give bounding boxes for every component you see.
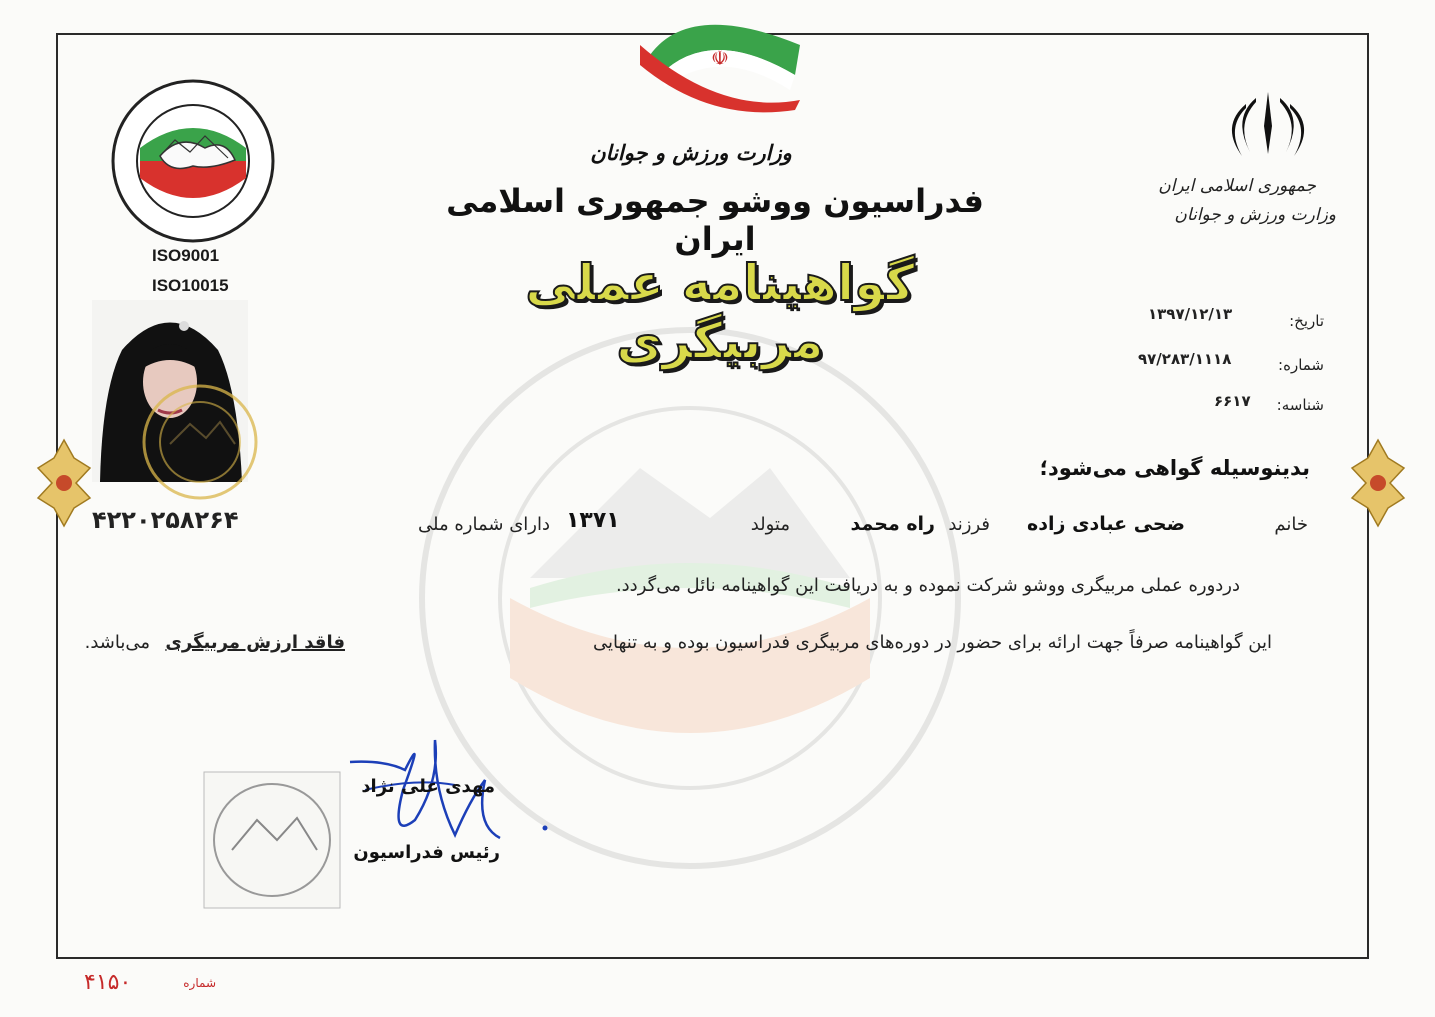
holder-name: ضحی عبادی زاده (1027, 513, 1185, 535)
id-label: شناسه: (1276, 396, 1324, 414)
photo-stamp (140, 382, 260, 502)
title-word: خانم (1274, 514, 1308, 535)
born-label: متولد (750, 514, 790, 535)
iso-9001-label: ISO9001 (152, 246, 220, 265)
disclaimer-part1: این گواهینامه صرفاً جهت ارائه برای حضور در دوره‌های مربیگری فدراسیون بوده و به تنهایی (592, 632, 1272, 653)
federation-logo (110, 78, 276, 244)
number-value: ۹۷/۲۸۳/۱۱۱۸ (1138, 350, 1232, 368)
date-value: ۱۳۹۷/۱۲/۱۳ (1148, 305, 1233, 323)
certificate-title: گواهینامه عملی مربیگری (525, 254, 915, 370)
signatory-name: مهدی علی نژاد (361, 776, 495, 797)
iran-emblem-icon (1226, 86, 1310, 160)
official-stamp (202, 770, 342, 910)
right-ornament-icon (1350, 438, 1406, 528)
federation-name: فدراسیون ووشو جمهوری اسلامی ایران (446, 182, 984, 258)
left-ornament-icon (36, 438, 92, 528)
iso-10015-label: ISO10015 (152, 276, 229, 295)
father-name: راه محمد (850, 513, 935, 535)
gov-line-1: جمهوری اسلامی ایران (1158, 176, 1316, 196)
serial-label: شماره (183, 976, 216, 990)
serial-number: ۴۱۵۰ (84, 970, 132, 995)
ministry-label: وزارت ورزش و جوانان (590, 141, 792, 165)
iran-flag-ribbon (630, 5, 810, 115)
participation-line: دردوره عملی مربیگری ووشو شرکت نموده و به دریافت این گواهینامه نائل می‌گردد. (615, 575, 1240, 596)
birth-year: ۱۳۷۱ (566, 508, 620, 533)
certify-heading: بدینوسیله گواهی می‌شود؛ (1039, 456, 1310, 480)
svg-text:☫: ☫ (711, 46, 729, 70)
date-label: تاریخ: (1289, 312, 1324, 330)
national-no-label: دارای شماره ملی (418, 514, 550, 535)
national-id-number: ۴۲۲۰۲۵۸۲۶۴ (92, 506, 239, 534)
signatory-role: رئیس فدراسیون (353, 842, 500, 863)
gov-line-2: وزارت ورزش و جوانان (1174, 205, 1336, 225)
id-value: ۶۶۱۷ (1214, 392, 1251, 410)
disclaimer-part2: می‌باشد. (84, 632, 150, 653)
number-label: شماره: (1278, 356, 1324, 374)
child-of-label: فرزند (948, 514, 990, 535)
disclaimer-emphasis: فاقد ارزش مربیگری (165, 632, 345, 653)
